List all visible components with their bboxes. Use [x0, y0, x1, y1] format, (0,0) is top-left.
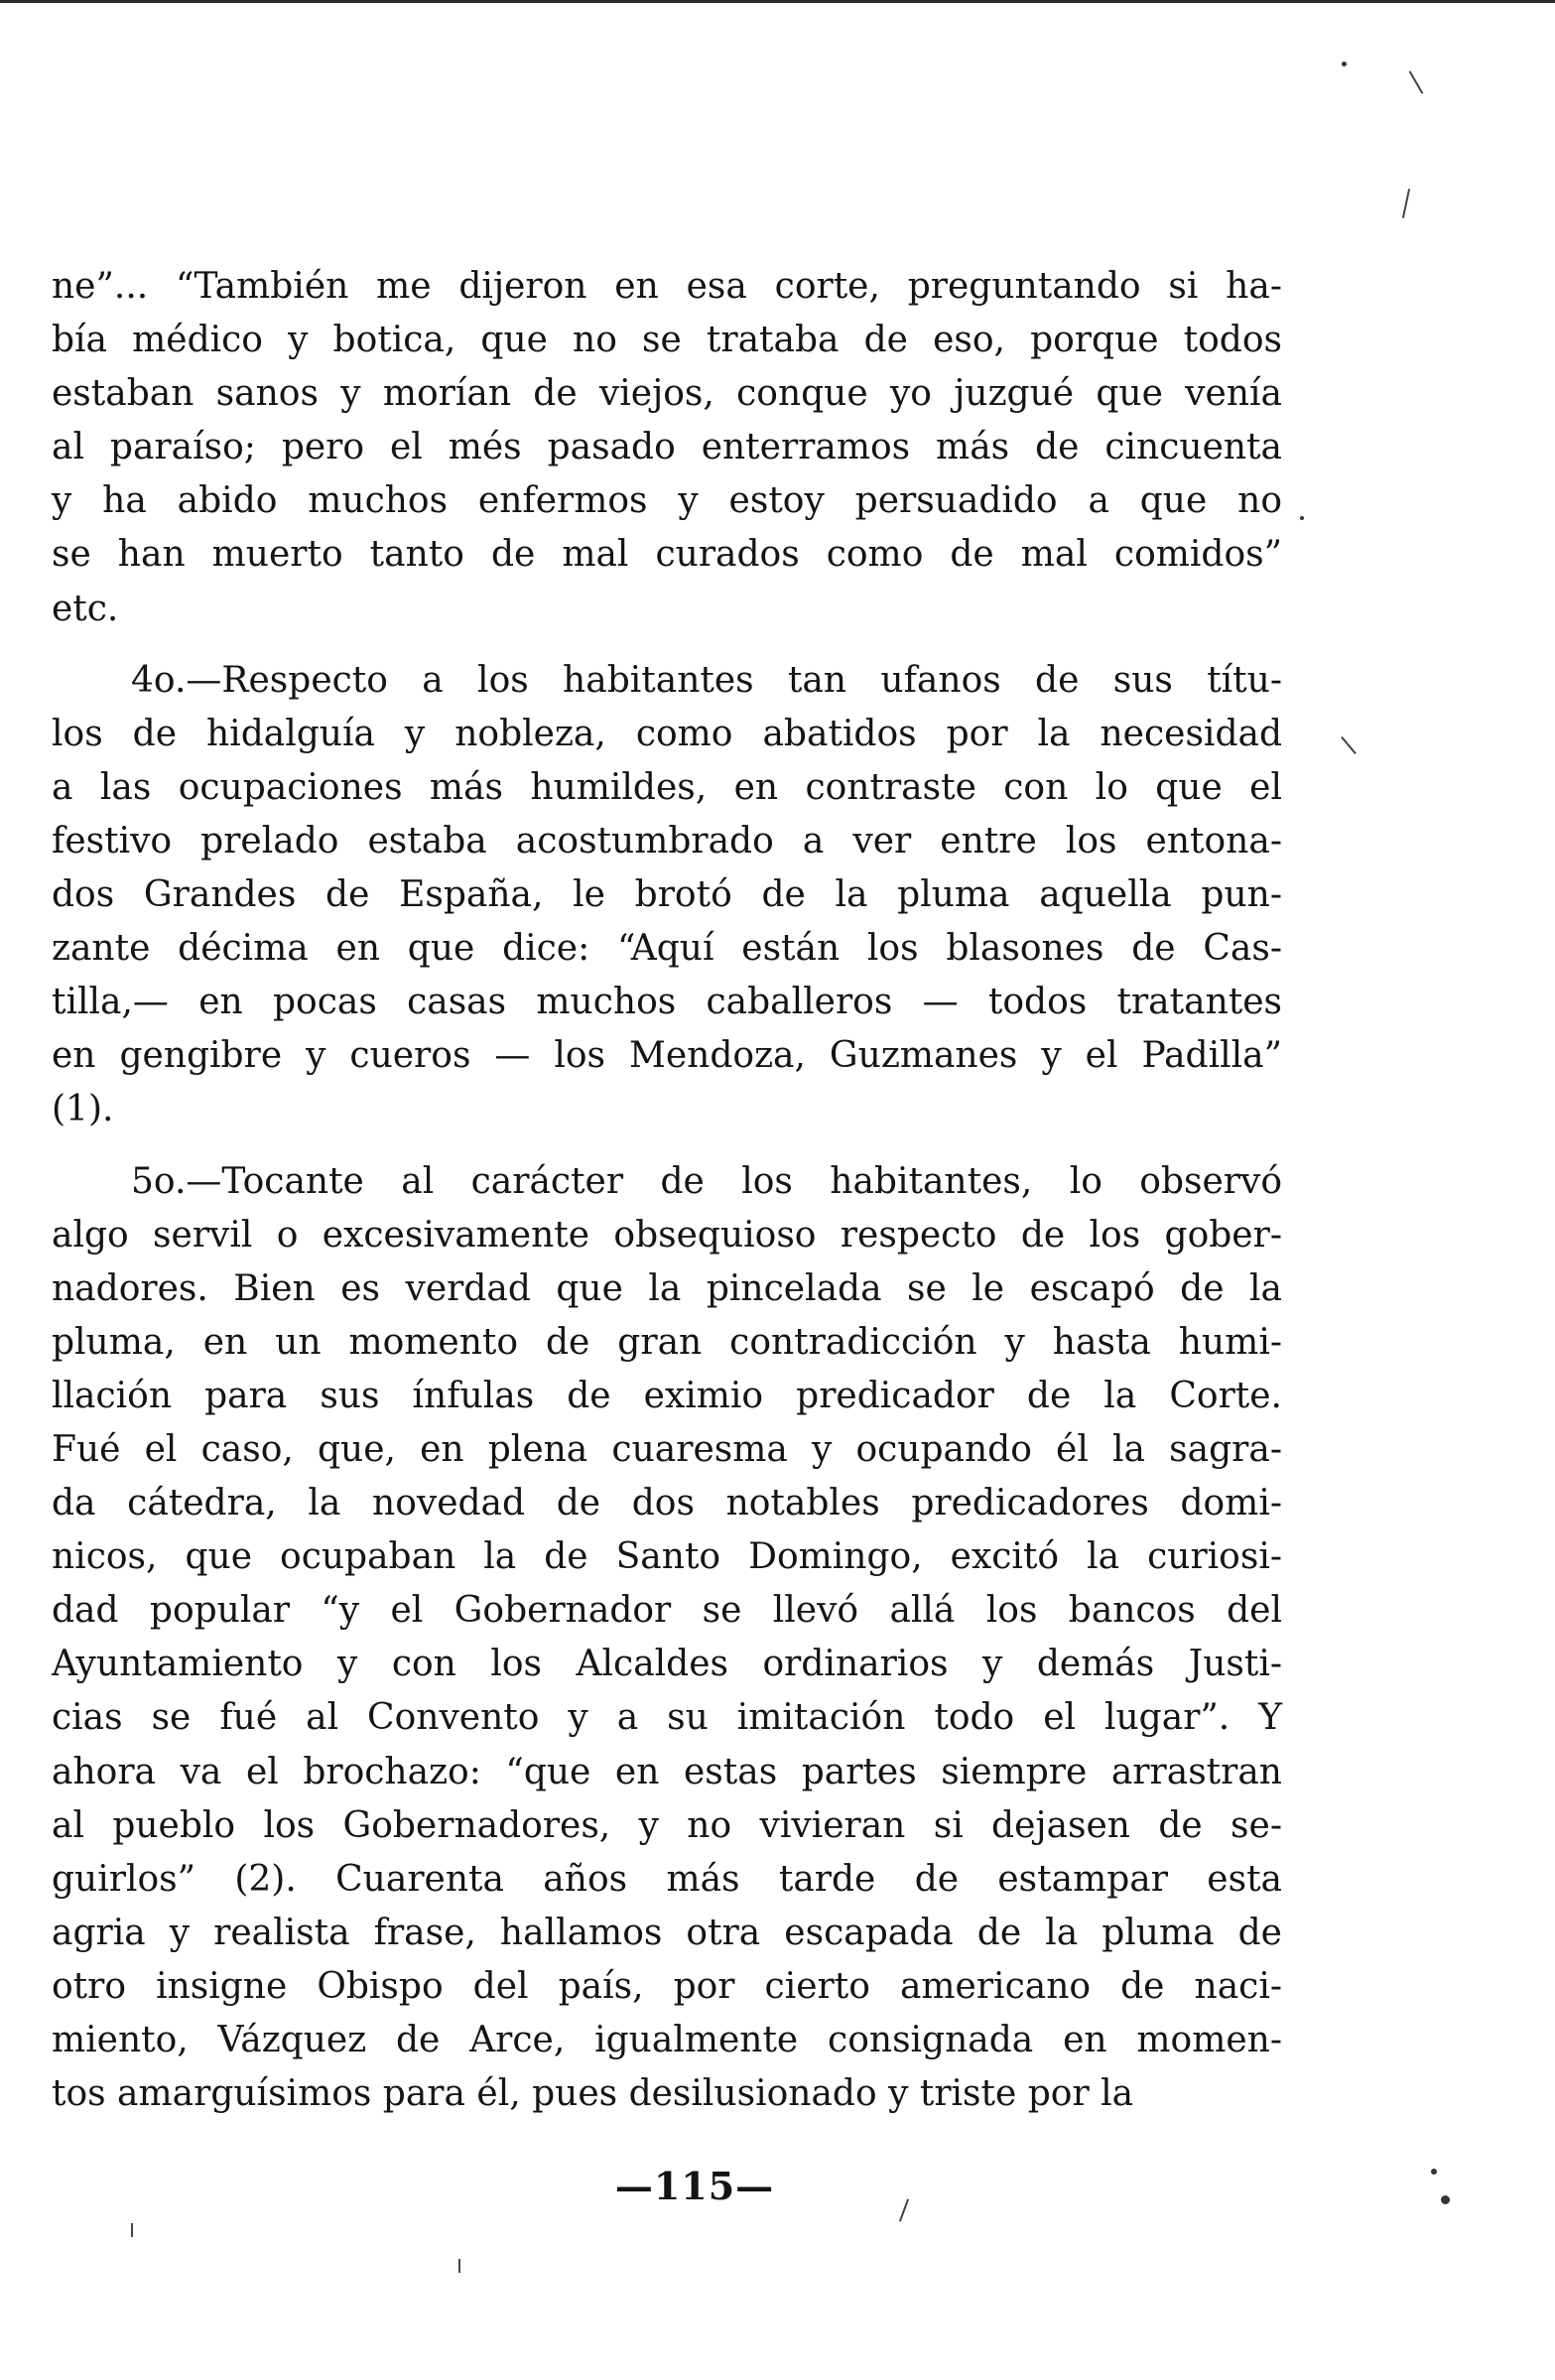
- text-line: (1).: [52, 1089, 114, 1130]
- text-line: Fué el caso, que, en plena cuaresma y ocupando él la sagra-: [52, 1428, 1282, 1470]
- text-line: Ayuntamiento y con los Alcaldes ordinarios y demás Justi-: [52, 1644, 1282, 1685]
- text-line: agria y realista frase, hallamos otra escapada de la pluma de: [52, 1912, 1282, 1953]
- paragraph-quote-continuation: [52, 260, 1282, 636]
- scan-speck: [1431, 2169, 1437, 2175]
- text-line: en gengibre y cueros — los Mendoza, Guzmanes y el Padilla”: [52, 1035, 1282, 1077]
- text-line: etc.: [52, 588, 119, 629]
- text-line: los de hidalguía y nobleza, como abatidos por la necesidad: [52, 713, 1282, 754]
- text-line: estaban sanos y morían de viejos, conque yo juzgué que venía: [52, 373, 1282, 415]
- text-line: pluma, en un momento de gran contradicción y hasta humi-: [52, 1321, 1282, 1363]
- text-line: 5o.—Tocante al carácter de los habitantes, lo observó: [131, 1160, 1282, 1202]
- paragraph-5o: [52, 1155, 1282, 2122]
- text-line: ahora va el brochazo: “que en estas partes siempre arrastran: [52, 1751, 1282, 1792]
- text-line: ne”... “También me dijeron en esa corte, preguntando si ha-: [52, 266, 1282, 307]
- scan-mark: [1402, 189, 1410, 218]
- text-line: da cátedra, la novedad de dos notables predicadores domi-: [52, 1483, 1282, 1524]
- text-line: nicos, que ocupaban la de Santo Domingo, excitó la curiosi-: [52, 1536, 1282, 1578]
- text-line: otro insigne Obispo del país, por cierto americano de naci-: [52, 1965, 1282, 2007]
- text-line: festivo prelado estaba acostumbrado a ver entre los entona-: [52, 820, 1282, 861]
- text-line: guirlos” (2). Cuarenta años más tarde de estampar esta: [52, 1858, 1282, 1900]
- text-line: algo servil o excesivamente obsequioso respecto de los gober-: [52, 1214, 1282, 1256]
- page-number: —115—: [614, 2164, 775, 2208]
- scan-mark: [458, 2259, 460, 2273]
- text-line: zante décima en que dice: “Aquí están los blasones de Cas-: [52, 928, 1282, 970]
- text-line: tos amarguísimos para él, pues desilusionado y triste por la: [52, 2073, 1134, 2115]
- page-body: [52, 260, 1282, 2121]
- scan-mark: [1341, 736, 1357, 754]
- text-line: a las ocupaciones más humildes, en contraste con lo que el: [52, 766, 1282, 808]
- scan-speck: [1342, 62, 1347, 66]
- text-line: se han muerto tanto de mal curados como de mal comidos”: [52, 534, 1282, 576]
- scan-speck: [1441, 2195, 1450, 2204]
- text-line: al paraíso; pero el més pasado enterramos más de cincuenta: [52, 427, 1282, 468]
- text-line: bía médico y botica, que no se trataba de eso, porque todos: [52, 320, 1282, 361]
- text-line: llación para sus ínfulas de eximio predicador de la Corte.: [52, 1375, 1282, 1416]
- text-line: al pueblo los Gobernadores, y no vivieran si dejasen de se-: [52, 1804, 1282, 1846]
- text-line: y ha abido muchos enfermos y estoy persuadido a que no: [52, 480, 1282, 522]
- scan-mark: [1409, 70, 1424, 94]
- scan-mark: [131, 2223, 133, 2237]
- text-line: 4o.—Respecto a los habitantes tan ufanos de sus títu-: [131, 659, 1282, 701]
- text-line: miento, Vázquez de Arce, igualmente consignada en momen-: [52, 2020, 1282, 2060]
- paragraph-4o: [52, 654, 1282, 1137]
- top-edge-rule: [0, 0, 1555, 3]
- text-line: nadores. Bien es verdad que la pincelada se le escapó de la: [52, 1267, 1282, 1309]
- scan-speck: [1300, 516, 1304, 520]
- text-line: tilla,— en pocas casas muchos caballeros — todos tratantes: [52, 982, 1282, 1023]
- text-line: cias se fué al Convento y a su imitación todo el lugar”. Y: [52, 1697, 1282, 1739]
- text-line: dad popular “y el Gobernador se llevó allá los bancos del: [52, 1590, 1282, 1632]
- text-line: dos Grandes de España, le brotó de la pluma aquella pun-: [52, 874, 1282, 916]
